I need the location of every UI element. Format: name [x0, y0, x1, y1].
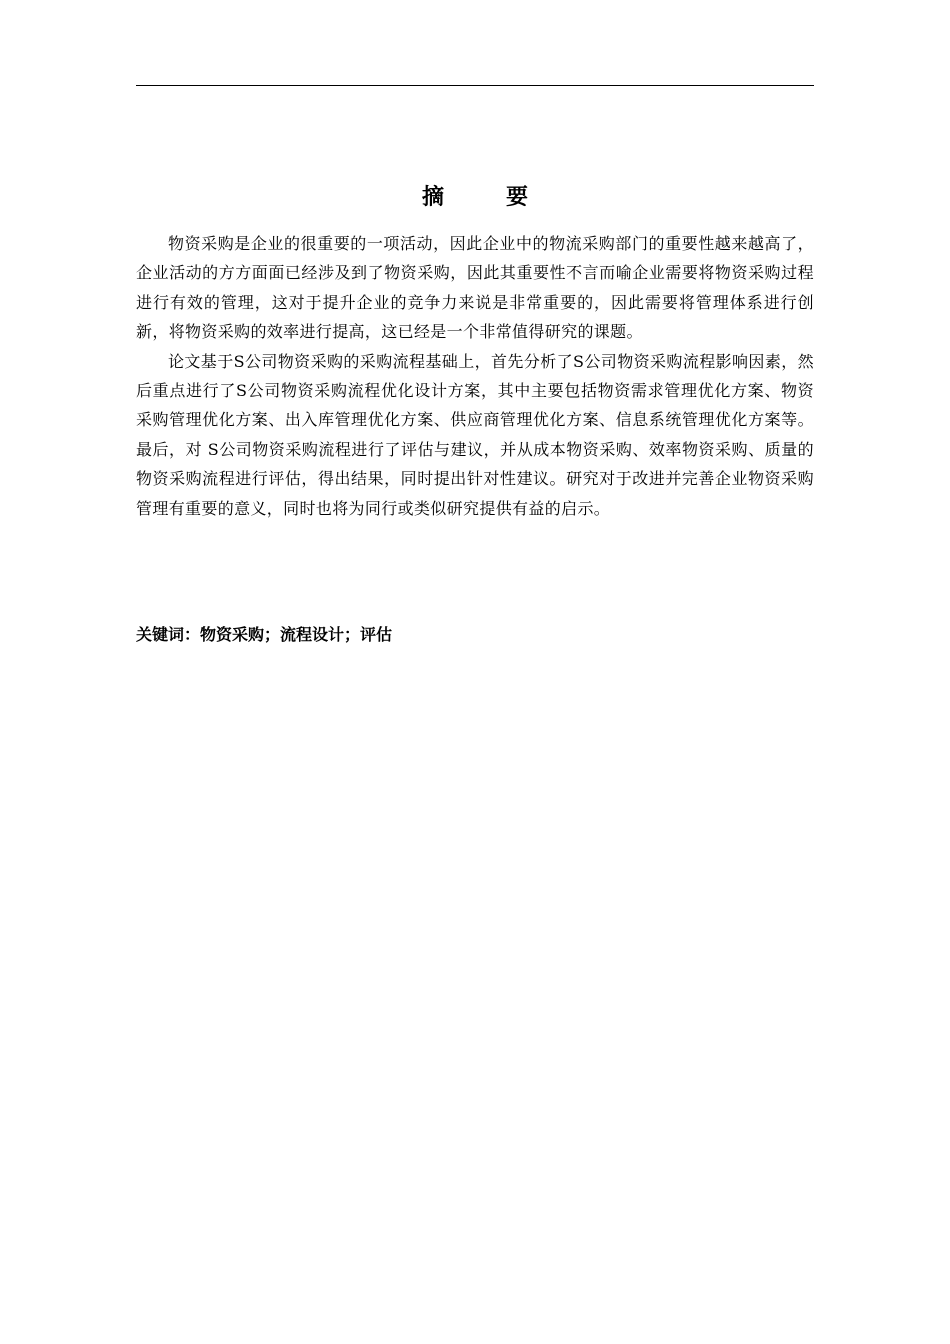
abstract-paragraph-2: 论文基于S公司物资采购的采购流程基础上，首先分析了S公司物资采购流程影响因素，然后重点进行了S公司物资采购流程优化设计方案，其中主要包括物资需求管理优化方案、物资采购管理优化方案、出入库管理优化方案、供应商管理优化方案、信息系统管理优化方案等。最后，对 S公司物资采购流程进行了评估与建议，并从成本物资采购、效率物资采购、质量的物资采购流程进行评估，得出结果，同时提出针对性建议。研究对于改进并完善企业物资采购管理有重要的意义，同时也将为同行或类似研究提供有益的启示。: [136, 351, 814, 518]
keywords-line: 关键词：物资采购；流程设计；评估: [136, 625, 393, 644]
abstract-body: [136, 229, 814, 523]
abstract-title-char-1: 摘: [421, 185, 444, 210]
abstract-paragraph-1: 物资采购是企业的很重要的一项活动，因此企业中的物流采购部门的重要性越来越高了，企业活动的方方面面已经涉及到了物资采购，因此其重要性不言而喻企业需要将物资采购过程进行有效的管理，这对于提升企业的竞争力来说是非常重要的，因此需要将管理体系进行创新，将物资采购的效率进行提高，这已经是一个非常值得研究的课题。: [136, 234, 814, 342]
abstract-title: [136, 181, 814, 215]
header-rule: [136, 85, 814, 86]
abstract-title-char-2: 要: [506, 185, 529, 210]
